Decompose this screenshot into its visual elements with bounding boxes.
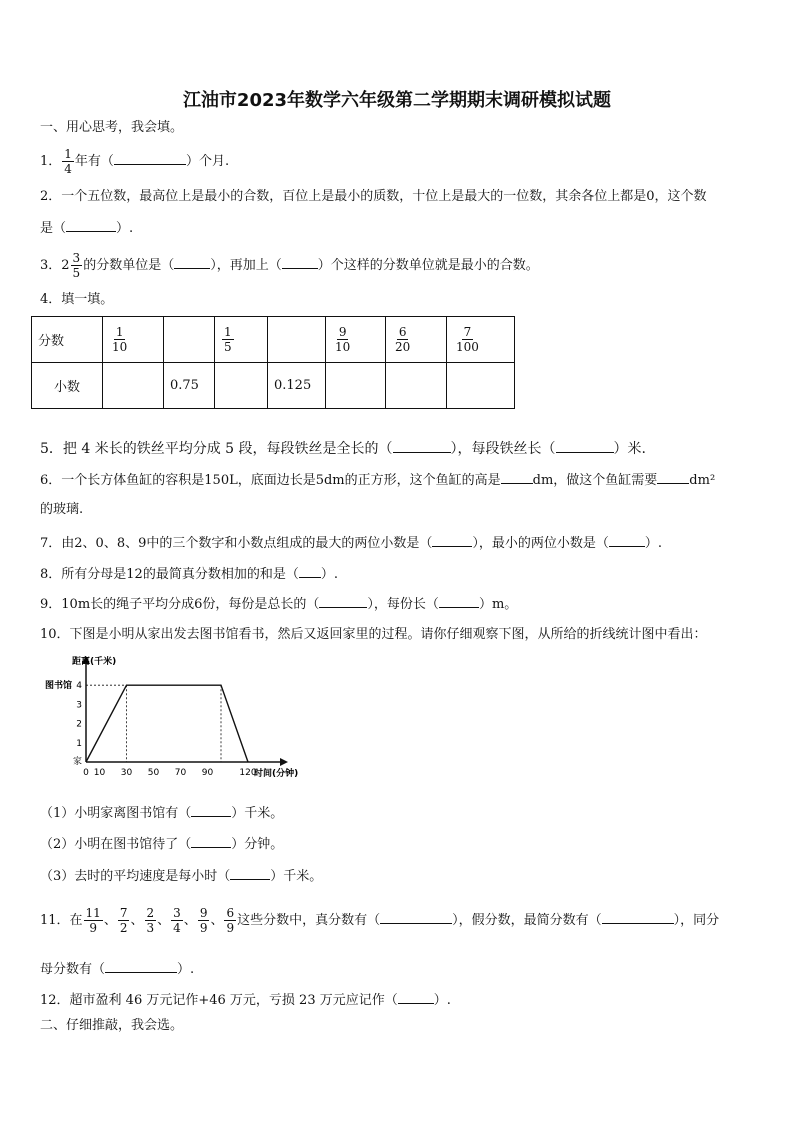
q2-text-b: ）. <box>116 221 134 236</box>
x-tick-label: 70 <box>174 768 187 778</box>
table-header-fraction: 分数 <box>32 317 103 363</box>
q11-fraction <box>145 906 157 935</box>
q1-number: 1． <box>40 154 62 169</box>
q11-answer-blank-2[interactable] <box>602 910 674 924</box>
q11-numerator: 3 <box>173 906 181 920</box>
q11-numerator: 9 <box>199 906 208 920</box>
table-cell <box>326 317 386 363</box>
q11-line2-text-a: 母分数有（ <box>40 962 106 977</box>
q3-text-a: 的分数单位是（ <box>83 258 175 273</box>
q10-sub2-text-b: ）分钟。 <box>231 837 284 852</box>
q10-sub2-text-a: （2）小明在图书馆待了（ <box>40 837 192 852</box>
cell-numerator: 1 <box>224 325 232 339</box>
q11-fraction <box>198 906 210 935</box>
table-cell <box>386 317 447 363</box>
x-tick-label: 30 <box>120 768 133 778</box>
question-10-sub-1 <box>40 803 283 823</box>
q7-answer-blank-2[interactable] <box>609 533 645 547</box>
question-7 <box>40 533 662 553</box>
cell-denominator: 10 <box>112 340 128 354</box>
q1-answer-blank[interactable] <box>114 151 186 165</box>
cell-denominator: 5 <box>224 340 232 354</box>
q3-denominator: 5 <box>72 266 81 280</box>
question-10-sub-2 <box>40 834 283 854</box>
q1-text-a: 年有（ <box>74 154 114 169</box>
y-tick-label: 2 <box>76 719 82 730</box>
q11-numerator: 7 <box>119 906 128 920</box>
q11-text-a: 这些分数中，真分数有（ <box>237 913 381 928</box>
question-1 <box>40 147 229 176</box>
q6-answer-blank-1[interactable] <box>501 470 533 484</box>
q11-text-b: ），假分数，最简分数有（ <box>452 913 602 928</box>
q6-text-a: 6．一个长方体鱼缸的容积是150L，底面边长是5dm的正方形，这个鱼缸的高是 <box>40 473 501 488</box>
q10-sub2-answer-blank[interactable] <box>191 834 231 848</box>
q10-sub3-text-b: ）千米。 <box>270 869 323 884</box>
q10-sub1-answer-blank[interactable] <box>191 803 231 817</box>
q3-number: 3．2 <box>40 258 70 273</box>
question-4-label: 4．填一填。 <box>40 292 114 307</box>
table-cell: 0.75 <box>164 363 215 409</box>
q10-sub3-text-a: （3）去时的平均速度是每小时（ <box>40 869 231 884</box>
y-tick-label: 1 <box>76 738 82 749</box>
q1-fraction <box>62 147 74 176</box>
q8-answer-blank[interactable] <box>299 564 321 578</box>
page-title: 江油市2023年数学六年级第二学期期末调研模拟试题 <box>182 90 612 111</box>
table-header-decimal: 小数 <box>32 363 103 409</box>
table-cell <box>103 317 164 363</box>
q8-text-a: 8．所有分母是12的最简真分数相加的和是（ <box>40 567 299 582</box>
q11-text-c: ），同分 <box>673 913 720 928</box>
q11-denominator: 9 <box>226 921 235 935</box>
q11-number: 11．在 <box>40 913 83 928</box>
q7-text-b: ），最小的两位小数是（ <box>472 536 609 551</box>
q5-answer-blank-1[interactable] <box>393 439 451 453</box>
question-8 <box>40 564 338 584</box>
q12-text-a: 12．超市盈利 46 万元记作+46 万元，亏损 23 万元应记作（ <box>40 993 398 1008</box>
x-tick-label: 0 <box>83 768 89 778</box>
q9-text-b: ），每份长（ <box>367 597 439 612</box>
q11-denominator: 9 <box>89 921 97 935</box>
q11-denominator: 9 <box>199 921 208 935</box>
question-11-line-1: 11．在 $\frac{11}{9}$ 、 $\frac{7}{2}$ 、 $\frac{2}{3}$ 、 $\frac{3}{4}$ 、 $\frac{9}{9}$ 、 $\frac{6}{9}$ 这些分数中，真分数有（ ），假分数，最简分数有（ ），同分 <box>40 906 720 935</box>
q1-numerator: 1 <box>64 147 72 161</box>
q7-text-a: 7．由2、0、8、9中的三个数字和小数点组成的最大的两位小数是（ <box>40 536 433 551</box>
table-cell-empty[interactable] <box>447 363 515 409</box>
q6-text-b: dm，做这个鱼缸需要 <box>532 473 658 488</box>
question-9 <box>40 594 517 614</box>
cell-denominator: 10 <box>335 340 351 354</box>
q11-numerator: 6 <box>226 906 235 920</box>
table-row-fractions <box>32 317 515 363</box>
q6-answer-blank-2[interactable] <box>657 470 689 484</box>
q11-denominator: 4 <box>173 921 181 935</box>
q10-sub3-answer-blank[interactable] <box>230 866 270 880</box>
section-heading-1: 一、用心思考，我会填。 <box>40 120 184 135</box>
cell-numerator: 9 <box>338 325 347 339</box>
q11-denominator: 3 <box>146 921 155 935</box>
section-heading-2: 二、仔细推敲，我会选。 <box>40 1018 184 1033</box>
q5-answer-blank-2[interactable] <box>556 439 614 453</box>
cell-numerator: 1 <box>115 325 124 339</box>
question-10-sub-3 <box>40 866 322 886</box>
q11-fraction <box>118 906 130 935</box>
table-cell-empty[interactable] <box>386 363 447 409</box>
question-3 <box>40 251 539 280</box>
x-tick-label: 50 <box>147 768 160 778</box>
q3-text-b: ），再加上（ <box>210 258 282 273</box>
y-top-category-label: 图书馆 <box>44 681 72 692</box>
q5-text-c: ）米. <box>613 441 646 457</box>
cell-numerator: 6 <box>398 325 407 339</box>
question-2-line-2 <box>40 218 133 238</box>
q1-denominator: 4 <box>64 162 72 176</box>
x-axis-arrow <box>280 758 288 766</box>
cell-denominator: 100 <box>456 340 479 354</box>
question-10: 10．下图是小明从家出发去图书馆看书，然后又返回家里的过程。请你仔细观察下图，从所给的折线统计图中看出： <box>40 627 707 642</box>
q8-text-b: ）. <box>320 567 338 582</box>
q11-line2-text-b: ）. <box>177 962 195 977</box>
x-tick-label: 120 <box>239 768 257 778</box>
q3-answer-blank-2[interactable] <box>282 255 318 269</box>
question-12 <box>40 990 451 1010</box>
question-5 <box>40 439 646 458</box>
q12-answer-blank[interactable] <box>398 990 434 1004</box>
q11-fraction <box>171 906 183 935</box>
table-cell-empty[interactable] <box>215 363 268 409</box>
q11-numerator: 11 <box>85 906 101 920</box>
q9-text-a: 9．10m长的绳子平均分成6份，每份是总长的（ <box>40 597 320 612</box>
q11-denominator: 2 <box>119 921 128 935</box>
x-axis-title: 时间(分钟) <box>254 769 299 779</box>
q3-text-c: ）个这样的分数单位就是最小的合数。 <box>317 258 539 273</box>
table-row-decimals <box>32 363 515 409</box>
table-cell-empty[interactable] <box>164 317 215 363</box>
cell-denominator: 20 <box>395 340 411 354</box>
q9-text-c: ）m。 <box>478 597 518 612</box>
table-cell <box>215 317 268 363</box>
table-cell <box>447 317 515 363</box>
q5-text-b: ），每段铁丝长（ <box>450 441 556 457</box>
q1-text-b: ）个月. <box>185 154 230 169</box>
y-axis-title: 距离(千米) <box>72 657 117 667</box>
q10-sub1-text-a: （1）小明家离图书馆有（ <box>40 806 192 821</box>
q12-text-b: ）. <box>433 993 451 1008</box>
q2-text-a: 是（ <box>40 221 67 236</box>
q11-answer-blank-1[interactable] <box>380 910 452 924</box>
q3-fraction <box>71 251 83 280</box>
q11-fraction <box>224 906 236 935</box>
x-tick-label: 10 <box>93 768 106 778</box>
q6-text-c: dm² <box>689 473 716 488</box>
q9-answer-blank-1[interactable] <box>319 594 367 608</box>
q3-numerator: 3 <box>72 251 81 265</box>
q11-fraction <box>84 906 103 935</box>
question-6-line-1 <box>40 470 715 490</box>
distance-time-line-chart <box>44 654 334 786</box>
q11-answer-blank-3[interactable] <box>105 959 177 973</box>
cell-numerator: 7 <box>463 325 472 339</box>
x-tick-label: 90 <box>201 768 214 778</box>
q7-answer-blank-1[interactable] <box>432 533 472 547</box>
q2-answer-blank[interactable] <box>66 218 116 232</box>
y-tick-label: 3 <box>76 700 82 711</box>
question-2-line-1: 2．一个五位数，最高位上是最小的合数，百位上是最小的质数，十位上是最大的一位数，其余各位上都是0，这个数 <box>40 189 707 204</box>
table-cell-empty[interactable] <box>326 363 386 409</box>
question-11-line-2 <box>40 959 194 979</box>
q3-answer-blank-1[interactable] <box>174 255 210 269</box>
question-6-line-2: 的玻璃. <box>40 502 84 517</box>
fraction-decimal-table <box>31 316 515 409</box>
q10-sub1-text-b: ）千米。 <box>231 806 284 821</box>
series-line-distance <box>86 685 248 762</box>
origin-label: 家 <box>72 757 82 767</box>
q5-text-a: 5．把 4 米长的铁丝平均分成 5 段，每段铁丝是全长的（ <box>40 441 393 457</box>
y-tick-label: 4 <box>76 681 82 692</box>
table-cell-empty[interactable] <box>103 363 164 409</box>
q9-answer-blank-2[interactable] <box>439 594 479 608</box>
table-cell-empty[interactable] <box>268 317 326 363</box>
q7-text-c: ）. <box>644 536 663 551</box>
q11-numerator: 2 <box>146 906 155 920</box>
table-cell: 0.125 <box>268 363 326 409</box>
